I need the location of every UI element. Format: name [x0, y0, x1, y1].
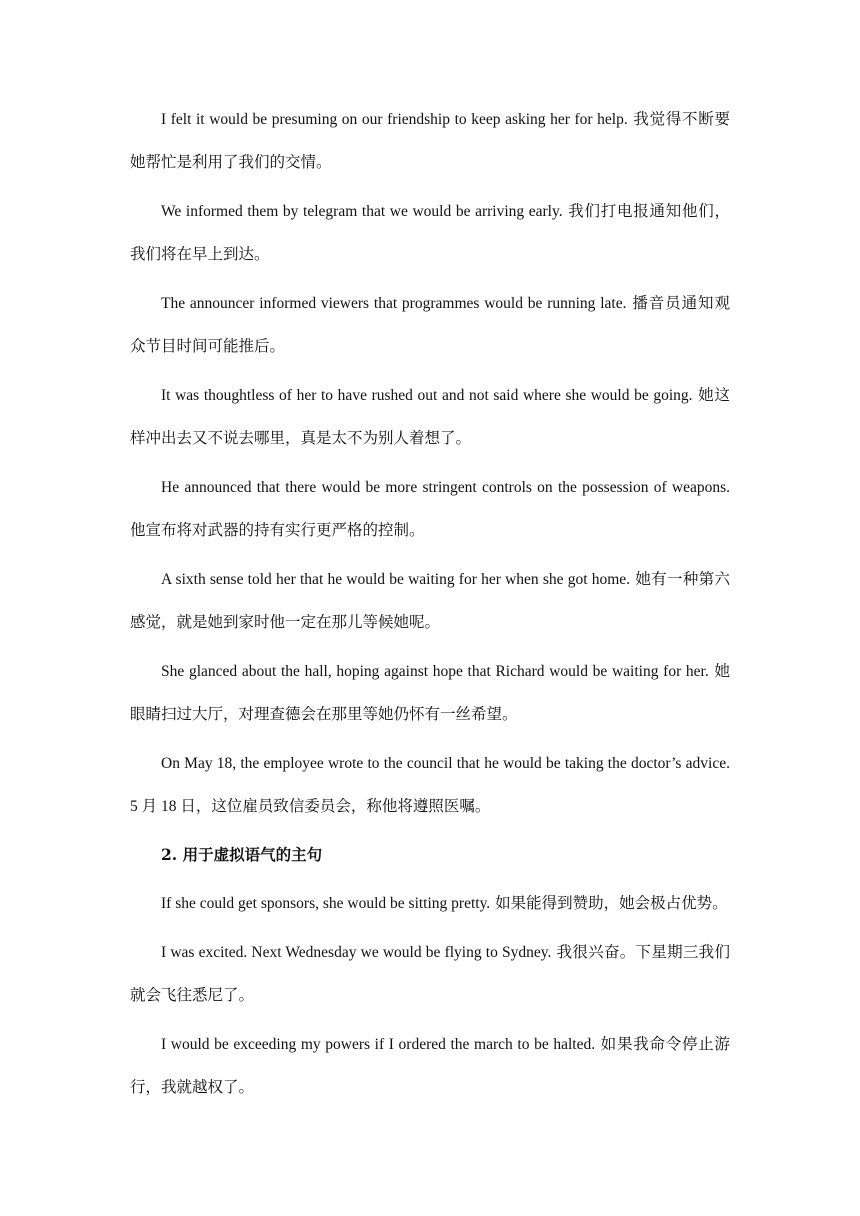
- example-paragraph: [130, 190, 730, 276]
- chinese-translation: 我很兴奋。下星期三我们就会飞往悉尼了。: [130, 944, 730, 1004]
- chinese-translation: 播音员通知观众节目时间可能推后。: [130, 295, 730, 355]
- english-sentence: It was thoughtless of her to have rushed out and not said where she would be going.: [161, 387, 693, 404]
- example-paragraph: [130, 742, 730, 828]
- chinese-translation: 她这样冲出去又不说去哪里，真是太不为别人着想了。: [130, 387, 730, 447]
- example-paragraph: [130, 98, 730, 184]
- example-paragraph: [130, 931, 730, 1017]
- english-sentence: He announced that there would be more stringent controls on the possession of weapons.: [161, 479, 730, 496]
- section-heading: 2. 用于虚拟语气的主句: [161, 845, 323, 864]
- english-sentence: On May 18, the employee wrote to the council that he would be taking the doctor’s advice.: [161, 755, 730, 772]
- chinese-translation: 我觉得不断要她帮忙是利用了我们的交情。: [130, 111, 730, 171]
- chinese-translation: 5 月 18 日，这位雇员致信委员会，称他将遵照医嘱。: [130, 798, 491, 815]
- example-paragraph: [130, 882, 730, 925]
- chinese-translation: 我们打电报通知他们，我们将在早上到达。: [130, 203, 730, 263]
- example-paragraph: [130, 650, 730, 736]
- english-sentence: I was excited. Next Wednesday we would be flying to Sydney.: [161, 944, 552, 961]
- example-paragraph: [130, 282, 730, 368]
- english-sentence: She glanced about the hall, hoping against hope that Richard would be waiting for her.: [161, 663, 709, 680]
- example-paragraph: [130, 374, 730, 460]
- english-sentence: If she could get sponsors, she would be sitting pretty.: [161, 895, 491, 912]
- chinese-translation: 她有一种第六感觉，就是她到家时他一定在那儿等候她呢。: [130, 571, 730, 631]
- chinese-translation: 如果我命令停止游行，我就越权了。: [130, 1036, 730, 1096]
- chinese-translation: 他宣布将对武器的持有实行更严格的控制。: [130, 522, 425, 539]
- english-sentence: A sixth sense told her that he would be waiting for her when she got home.: [161, 571, 631, 588]
- english-sentence: We informed them by telegram that we would be arriving early.: [161, 203, 563, 220]
- english-sentence: The announcer informed viewers that programmes would be running late.: [161, 295, 627, 312]
- chinese-translation: 如果能得到赞助，她会极占优势。: [495, 895, 728, 912]
- chinese-translation: 她眼睛扫过大厅，对理查德会在那里等她仍怀有一丝希望。: [130, 663, 730, 723]
- english-sentence: I would be exceeding my powers if I ordered the march to be halted.: [161, 1036, 596, 1053]
- document-body: [130, 98, 730, 1115]
- example-paragraph: [130, 1023, 730, 1109]
- example-paragraph: [130, 558, 730, 644]
- example-paragraph: [130, 466, 730, 552]
- english-sentence: I felt it would be presuming on our friendship to keep asking her for help.: [161, 111, 628, 128]
